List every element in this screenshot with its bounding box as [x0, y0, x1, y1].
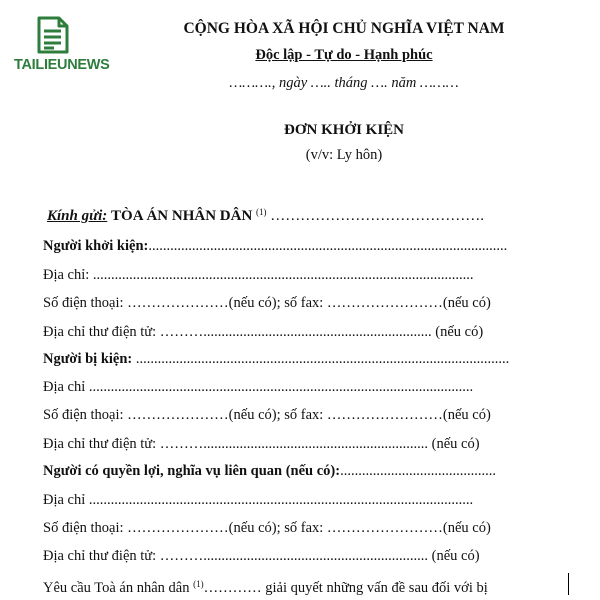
document-list-icon — [36, 16, 70, 54]
court-name: TÒA ÁN NHÂN DÂN — [111, 208, 253, 224]
plaintiff-phone: Số điện thoại: …………………(nếu có); số fax: ……………………(nếu có) — [43, 295, 491, 311]
defendant-phone: Số điện thoại: …………………(nếu có); số fax: ……………………(nếu có) — [43, 407, 491, 423]
defendant-label: Người bị kiện: — [43, 351, 133, 367]
recipient-dots: ……………………………………. — [266, 208, 485, 224]
document-subtitle: (v/v: Ly hôn) — [305, 147, 383, 163]
site-logo[interactable] — [14, 16, 110, 76]
recipient-line — [47, 203, 567, 225]
motto — [108, 47, 580, 64]
text-cursor — [568, 573, 569, 595]
related-dots: ........................................... — [340, 463, 496, 479]
request-text-after: ………… giải quyết những vấn đề sau đối với bị — [203, 580, 488, 596]
recipient-label: Kính gửi: — [47, 208, 108, 224]
defendant-line — [43, 350, 567, 368]
related-phone: Số điện thoại: …………………(nếu có); số fax: ……………………(nếu có) — [43, 520, 491, 536]
plaintiff-label: Người khởi kiện: — [43, 238, 149, 254]
defendant-email: Địa chỉ thư điện tử: ……….............................................................. (nếu có) — [43, 436, 480, 452]
motto-text: Độc lập - Tự do - Hạnh phúc — [255, 47, 433, 63]
defendant-address: Địa chỉ .......................................................................................................... — [43, 379, 474, 395]
related-line — [43, 462, 567, 480]
republic-heading: CỘNG HÒA XÃ HỘI CHỦ NGHĨA VIỆT NAM — [183, 20, 505, 37]
plaintiff-address: Địa chỉ: ......................................................................................................... — [43, 267, 474, 283]
request-line — [43, 575, 567, 597]
defendant-dots: ....................................................................................................... — [132, 351, 510, 367]
related-label: Người có quyền lợi, nghĩa vụ liên quan (nếu có): — [43, 463, 341, 479]
plaintiff-email: Địa chỉ thư điện tử: ………............................................................... (nếu có) — [43, 324, 484, 340]
related-email: Địa chỉ thư điện tử: ……….............................................................. (nếu có) — [43, 548, 480, 564]
plaintiff-dots: ................................................................................................... — [148, 238, 508, 254]
request-text-before: Yêu cầu Toà án nhân dân — [43, 580, 194, 596]
request-footnote-marker: (1) — [193, 579, 204, 589]
plaintiff-line — [43, 237, 567, 255]
footnote-marker: (1) — [256, 207, 267, 217]
logo-text: TAILIEUNEWS — [14, 57, 110, 73]
related-address: Địa chỉ .......................................................................................................... — [43, 492, 474, 508]
document-title: ĐƠN KHỞI KIỆN — [283, 122, 404, 138]
date-line: ………., ngày ….. tháng …. năm ……… — [229, 75, 459, 91]
